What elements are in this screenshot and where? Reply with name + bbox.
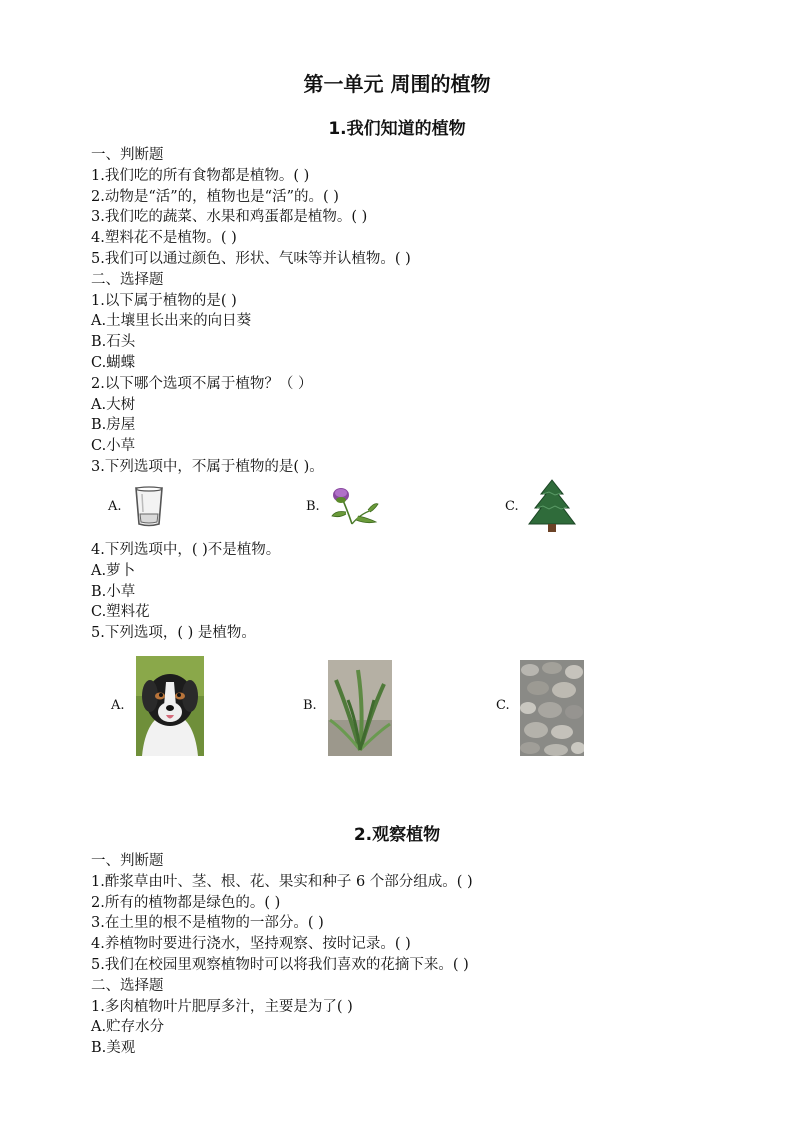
question-line: 4.养植物时要进行浇水，坚持观察、按时记录。( ) bbox=[91, 936, 411, 953]
lesson-1-questions-b bbox=[91, 540, 731, 644]
question-line: 3.我们吃的蔬菜、水果和鸡蛋都是植物。( ) bbox=[91, 209, 368, 226]
option-line: A.土壤里长出来的向日葵 bbox=[91, 313, 252, 330]
question-line: 1.我们吃的所有食物都是植物。( ) bbox=[91, 167, 310, 184]
option-line: A.大树 bbox=[91, 396, 136, 413]
option-label: A. bbox=[108, 499, 122, 514]
option-line: C.蝴蝶 bbox=[91, 354, 136, 371]
option-line: B.美观 bbox=[91, 1040, 136, 1057]
question-line: 4.塑料花不是植物。( ) bbox=[91, 230, 237, 247]
option-line: B.小草 bbox=[91, 583, 136, 600]
question-line: 2.所有的植物都是绿色的。( ) bbox=[91, 894, 281, 911]
thistle-flower-icon bbox=[328, 484, 380, 526]
dog-photo bbox=[136, 656, 204, 756]
question-line: 3.在土里的根不是植物的一部分。( ) bbox=[91, 915, 324, 932]
lesson-2-questions bbox=[91, 851, 731, 1059]
option-line: B.房屋 bbox=[91, 417, 136, 434]
q5-image-options bbox=[0, 656, 794, 760]
option-line: C.小草 bbox=[91, 438, 136, 455]
option-label: A. bbox=[111, 698, 125, 713]
question-line: 1.以下属于植物的是( ) bbox=[91, 292, 237, 309]
option-line: C.塑料花 bbox=[91, 604, 150, 621]
lesson-1-questions-a bbox=[91, 145, 731, 478]
option-line: A.萝卜 bbox=[91, 562, 136, 579]
grass-plant-photo bbox=[328, 660, 392, 756]
option-label: C. bbox=[505, 499, 519, 514]
question-line: 5.下列选项，( ) 是植物。 bbox=[91, 625, 256, 642]
pine-tree-icon bbox=[527, 478, 577, 534]
lesson-2-title: 2.观察植物 bbox=[353, 825, 441, 845]
glass-cup-icon bbox=[133, 486, 165, 528]
lesson-1-title: 1.我们知道的植物 bbox=[328, 119, 466, 139]
question-line: 2.动物是“活”的，植物也是“活”的。( ) bbox=[91, 188, 339, 205]
heading-choice: 二、选择题 bbox=[91, 271, 164, 288]
heading-choice: 二、选择题 bbox=[91, 977, 164, 994]
option-label: B. bbox=[303, 698, 317, 713]
question-line: 1.酢浆草由叶、茎、根、花、果实和种子 6 个部分组成。( ) bbox=[91, 873, 473, 890]
question-line: 2.以下哪个选项不属于植物？（ ） bbox=[91, 375, 313, 392]
unit-title: 第一单元 周围的植物 bbox=[303, 72, 491, 96]
question-line: 4.下列选项中，( )不是植物。 bbox=[91, 542, 281, 558]
question-line: 1.多肉植物叶片肥厚多汁，主要是为了( ) bbox=[91, 998, 353, 1015]
q3-image-options bbox=[0, 478, 794, 538]
option-label: C. bbox=[496, 698, 510, 713]
question-line: 3.下列选项中，不属于植物的是( )。 bbox=[91, 458, 324, 475]
pebbles-photo bbox=[520, 660, 584, 756]
heading-judgement: 一、判断题 bbox=[91, 853, 164, 869]
question-line: 5.我们可以通过颜色、形状、气味等并认植物。( ) bbox=[91, 250, 411, 267]
question-line: 5.我们在校园里观察植物时可以将我们喜欢的花摘下来。( ) bbox=[91, 956, 469, 973]
option-line: B.石头 bbox=[91, 334, 136, 351]
option-line: A.贮存水分 bbox=[91, 1019, 165, 1036]
heading-judgement: 一、判断题 bbox=[91, 147, 164, 163]
option-label: B. bbox=[306, 499, 320, 514]
